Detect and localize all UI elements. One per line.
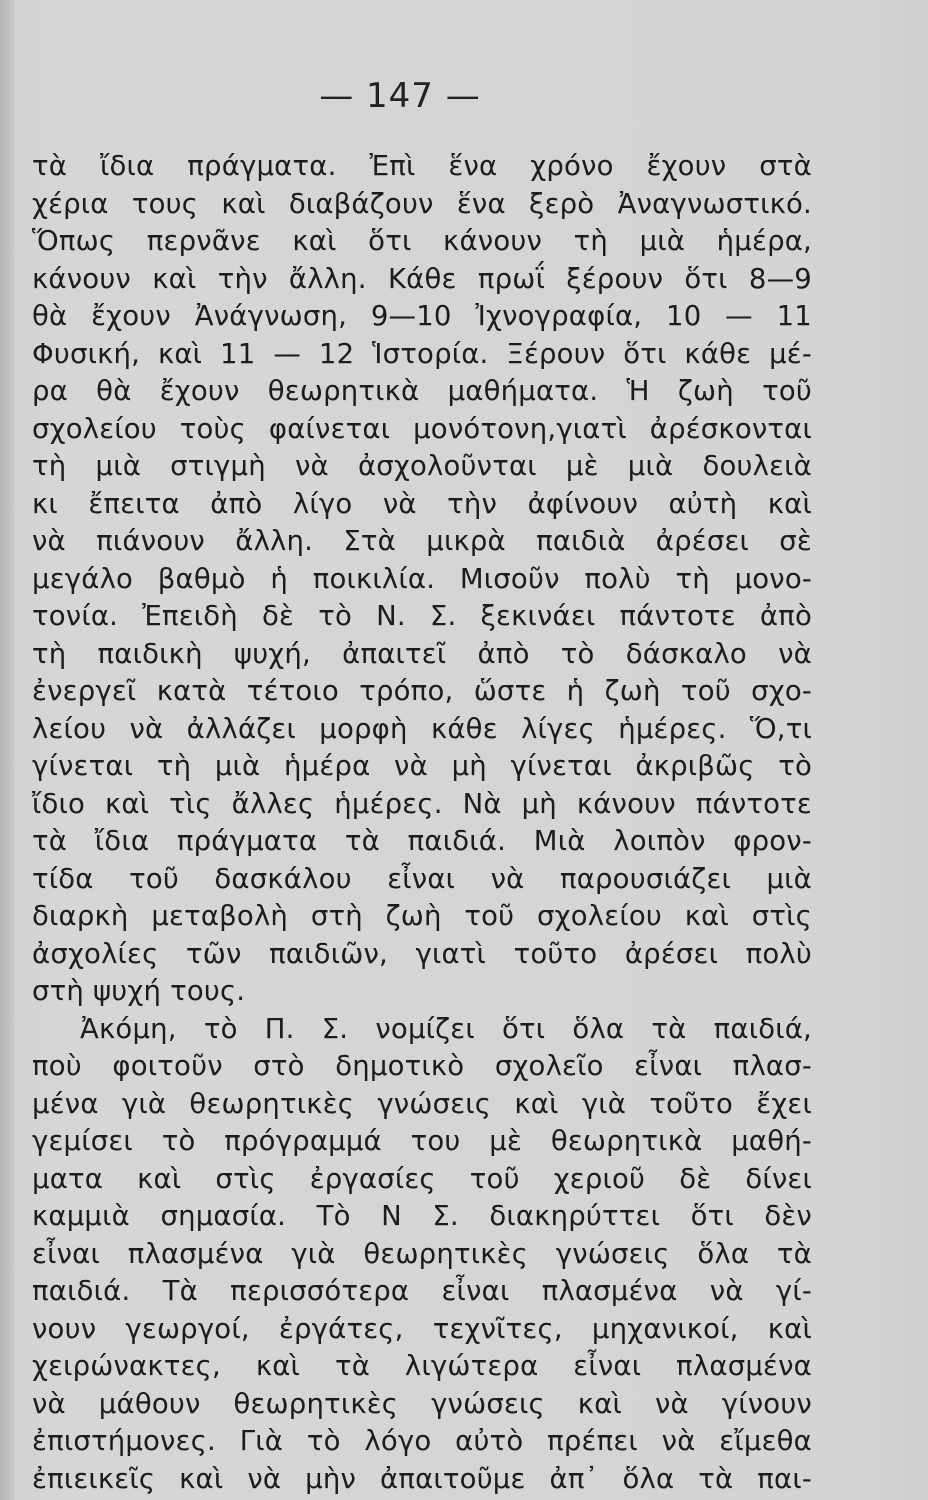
text-line: χέρια τους καὶ διαβάζουν ἕνα ξερὸ Ἀναγνωστικό. [32, 187, 812, 220]
text-line: νὰ μάθουν θεωρητικὲς γνώσεις καὶ νὰ γίνουν [32, 1387, 812, 1420]
text-line: ἀσχολίες τῶν παιδιῶν, γιατὶ τοῦτο ἀρέσει πολὺ [32, 937, 812, 970]
text-line: γίνεται τὴ μιὰ ἡμέρα νὰ μὴ γίνεται ἀκριβῶς τὸ [32, 750, 812, 782]
text-line: παιδιά. Τὰ περισσότερα εἶναι πλασμένα νὰ γί- [32, 1275, 812, 1307]
text-line: ἐπιστήμονες. Γιὰ τὸ λόγο αὐτὸ πρέπει νὰ εἴμεθα [32, 1425, 812, 1457]
paragraph-start-line: Ἀκόμη, τὸ Π. Σ. νομίζει ὅτι ὅλα τὰ παιδιά, [80, 1012, 812, 1045]
text-line: τὰ ἴδια πράγματα τὰ παιδιά. Μιὰ λοιπὸν φρον- [32, 825, 812, 857]
text-line: τονία. Ἐπειδὴ δὲ τὸ Ν. Σ. ξεκινάει πάντοτε ἀπὸ [32, 600, 812, 632]
text-line: κάνουν καὶ τὴν ἄλλη. Κάθε πρωΐ ξέρουν ὅτι 8—9 [32, 262, 812, 295]
text-line: εἶναι πλασμένα γιὰ θεωρητικὲς γνώσεις ὅλα τὰ [32, 1237, 812, 1270]
text-line: νουν γεωργοί, ἐργάτες, τεχνῖτες, μηχανικοί, καὶ [32, 1312, 812, 1345]
text-line: θὰ ἔχουν Ἀνάγνωση, 9—10 Ἰχνογραφία, 10 — 11 [32, 300, 812, 332]
text-line: κι ἔπειτα ἀπὸ λίγο νὰ τὴν ἀφίνουν αὐτὴ καὶ [32, 487, 812, 520]
text-line: γεμίσει τὸ πρόγραμμά του μὲ θεωρητικὰ μαθή- [32, 1125, 812, 1157]
page-number: — 147 — [319, 76, 481, 116]
body-text [32, 148, 812, 1498]
text-line: λείου νὰ ἀλλάζει μορφὴ κάθε λίγες ἡμέρες. Ὅ,τι [32, 712, 812, 745]
text-line: τίδα τοῦ δασκάλου εἶναι νὰ παρουσιάζει μιὰ [32, 862, 812, 895]
text-line: καμμιὰ σημασία. Τὸ Ν Σ. διακηρύττει ὅτι δὲν [32, 1200, 812, 1232]
text-line: χειρώνακτες, καὶ τὰ λιγώτερα εἶναι πλασμένα [32, 1350, 812, 1382]
text-line: ματα καὶ στὶς ἐργασίες τοῦ χεριοῦ δὲ δίνει [32, 1162, 812, 1195]
paragraph-end-line: στὴ ψυχή τους. [32, 975, 246, 1007]
text-line: νὰ πιάνουν ἄλλη. Στὰ μικρὰ παιδιὰ ἀρέσει σὲ [32, 525, 812, 557]
text-line: τὴ μιὰ στιγμὴ νὰ ἀσχολοῦνται μὲ μιὰ δουλειὰ [32, 450, 812, 482]
text-line: μεγάλο βαθμὸ ἡ ποικιλία. Μισοῦν πολὺ τὴ μονο- [32, 562, 812, 595]
text-line: τὰ ἴδια πράγματα. Ἐπὶ ἕνα χρόνο ἔχουν στὰ [32, 150, 812, 182]
text-line: μένα γιὰ θεωρητικὲς γνώσεις καὶ γιὰ τοῦτο ἔχει [32, 1087, 812, 1120]
text-line: τὴ παιδικὴ ψυχή, ἀπαιτεῖ ἀπὸ τὸ δάσκαλο νὰ [32, 637, 812, 670]
text-line: ἐπιεικεῖς καὶ νὰ μὴν ἀπαιτοῦμε ἀπ᾽ ὅλα τὰ παι- [32, 1462, 812, 1495]
text-line: ἴδιο καὶ τὶς ἄλλες ἡμέρες. Νὰ μὴ κάνουν πάντοτε [32, 787, 812, 820]
page-spine-shadow [0, 0, 14, 1500]
text-line: Φυσική, καὶ 11 — 12 Ἱστορία. Ξέρουν ὅτι κάθε μέ- [32, 337, 812, 370]
text-line: ρα θὰ ἔχουν θεωρητικὰ μαθήματα. Ἡ ζωὴ τοῦ [32, 375, 812, 407]
text-line: διαρκὴ μεταβολὴ στὴ ζωὴ τοῦ σχολείου καὶ στὶς [32, 900, 812, 932]
text-line: ποὺ φοιτοῦν στὸ δημοτικὸ σχολεῖο εἶναι πλασ- [32, 1050, 812, 1082]
text-line: ἐνεργεῖ κατὰ τέτοιο τρόπο, ὥστε ἡ ζωὴ τοῦ σχο- [32, 675, 812, 707]
text-line: σχολείου τοὺς φαίνεται μονότονη,γιατὶ ἀρέσκονται [32, 412, 812, 445]
text-line: Ὅπως περνᾶνε καὶ ὅτι κάνουν τὴ μιὰ ἡμέρα, [32, 225, 812, 257]
